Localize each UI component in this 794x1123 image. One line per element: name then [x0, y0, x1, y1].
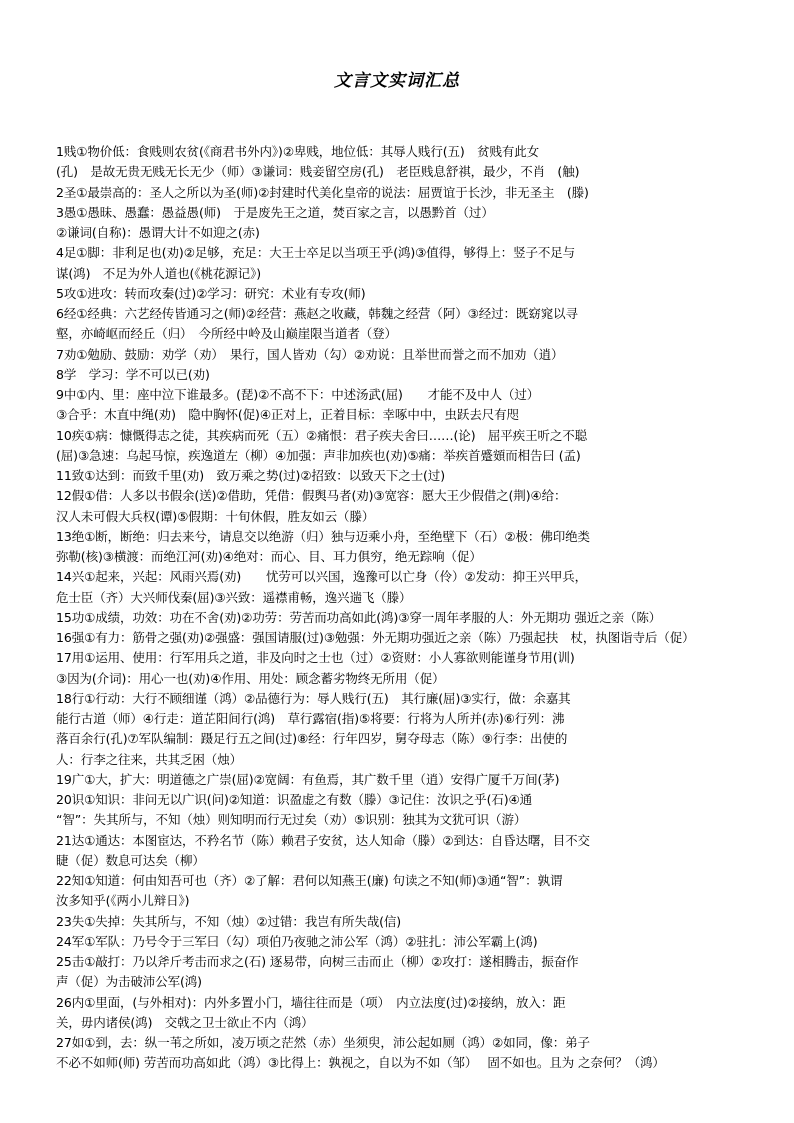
- text-line: 睫（促）数息可达矣（柳）: [56, 852, 205, 868]
- text-line: 19广①大，扩大：明道德之广崇(屈)②宽阔：有鱼焉，其广数千里（逍）安得广厦千万间(茅): [56, 771, 560, 787]
- text-line: 12假①借：人多以书假余(送)②借助，凭借：假舆马者(劝)③宽容：愿大王少假借之(荆)④给：: [56, 488, 567, 504]
- text-line: 弥勒(核)③横渡：而绝江河(劝)④绝对：而心、目、耳力俱穷，绝无踪响（促）: [56, 549, 482, 564]
- text-line: 14兴①起来，兴起：风雨兴焉(劝) 忧劳可以兴国，逸豫可以亡身（伶）②发动：抑王兴甲兵，: [56, 569, 588, 585]
- text-line: 1贱①物价低：食贱则农贫(《商君书外内》)②卑贱，地位低：其辱人贱行(五) 贫贱有此女: [56, 144, 540, 159]
- text-line: 16强①有力：筋骨之强(劝)②强盛：强国请服(过)③勉强：外无期功强近之亲（陈）乃强起扶 杖，执图诣寺后（促）: [56, 630, 695, 645]
- text-line: 7劝①勉励、鼓励：劝学（劝） 果行，国人皆劝（勾）②劝说：且举世而誉之而不加劝（逍）: [56, 346, 564, 362]
- document-body: [56, 142, 774, 1074]
- text-line: 落百余行(孔)⑦军队编制：蹑足行五之间(过)⑧经：行年四岁，舅夺母志（陈）⑨行李：出使的: [56, 731, 568, 747]
- text-line: (孔) 是故无贵无贱无长无少（师）③谦词：贱妾留空房(孔) 老臣贱息舒祺，最少，不肖 (触): [56, 164, 580, 180]
- text-line: 2圣①最崇高的：圣人之所以为圣(师)②封建时代美化皇帝的说法：屈贾谊于长沙，非无圣主 (滕): [56, 184, 589, 200]
- text-line: 21达①通达：本图宦达，不矜名节（陈）赖君子安贫，达人知命（滕）②到达：自昏达曙，目不交: [56, 832, 590, 848]
- text-line: 26内①里面，(与外相对)：内外多置小门，墙往往而是（项） 内立法度(过)②接纳，放入：距: [56, 994, 566, 1010]
- text-line: 谋(鸿) 不足为外人道也(《桃花源记》): [56, 265, 262, 281]
- text-line: 9中①内、里：座中泣下谁最多。(琵)②不高不下：中述汤武(屈) 才能不及中人（过）: [56, 387, 540, 402]
- text-line: ③合乎：木直中绳(劝) 隐中胸怀(促)④正对上，正着目标：幸啄中中，虫跃去尺有咫: [56, 407, 519, 423]
- text-line: 3愚①愚昧、愚蠢：愚益愚(师) 于是废先王之道，焚百家之言，以愚黔首（过）: [56, 204, 494, 220]
- text-line: 人：行李之往来，共其乏困（烛）: [56, 751, 243, 767]
- text-line: 8学 学习：学不可以已(劝): [56, 366, 210, 382]
- text-line: 27如①到，去：纵一苇之所如，凌万顷之茫然（赤）坐须臾，沛公起如厕（鸿）②如同，像：弟子: [56, 1035, 590, 1050]
- text-line: 危士臣（齐）大兴师伐秦(屈)③兴致：遥襟甫畅，逸兴遄飞（滕）: [56, 589, 412, 605]
- page-title: 文言文实词汇总: [334, 71, 460, 91]
- text-line: 关，毋内诸侯(鸿) 交戟之卫士欲止不内（鸿）: [56, 1014, 314, 1030]
- text-line: 汝多知乎(《两小儿辩日》): [56, 893, 190, 909]
- text-line: 10疾①病：慷慨得志之徒，其疾病而死（五）②痛恨：君子疾夫舍曰……(论) 屈平疾王听之不聪: [56, 427, 588, 443]
- text-line: 18行①行动：大行不顾细谨（鸿）②品德行为：辱人贱行(五) 其行廉(屈)③实行，做：余嘉其: [56, 690, 571, 706]
- text-line: 5攻①进攻：转而攻秦(过)②学习：研究：术业有专攻(师): [56, 285, 366, 301]
- text-line: 6经①经典：六艺经传皆通习之(师)②经营：燕赵之收藏，韩魏之经营（阿）③经过：既窈窕以寻: [56, 306, 578, 321]
- text-line: 汉人未可假大兵权(谭)⑤假期：十旬休假，胜友如云（滕）: [56, 508, 375, 524]
- text-line: 声（促）为击破沛公军(鸿): [56, 974, 202, 990]
- text-line: 20识①知识：非问无以广识(问)②知道：识盈虚之有数（滕）③记住：汝识之乎(石)④通: [56, 792, 533, 807]
- text-line: 17用①运用、使用：行军用兵之道，非及向时之士也（过）②资财：小人寡欲则能谨身节用(训): [56, 650, 575, 666]
- text-line: 不必不如师(师) 劳苦而功高如此（鸿）③比得上：孰视之，自以为不如（邹） 固不如也。且为 之奈何？（鸿）: [56, 1055, 665, 1071]
- text-line: “智”：失其所与，不知（烛）则知明而行无过矣（劝）⑤识别：独其为文犹可识（游）: [56, 812, 527, 828]
- text-line: 24军①军队：乃号令于三军曰（勾）项伯乃夜驰之沛公军（鸿）②驻扎：沛公军霸上(鸿): [56, 933, 538, 949]
- text-line: ③因为(介词)：用心一也(劝)④作用、用处：顾念蓄劣物终无所用（促）: [56, 670, 445, 686]
- text-line: 25击①敲打：乃以斧斤考击而求之(石) 逐易带，向树三击而止（柳）②攻打：遂相腾击，振奋作: [56, 954, 579, 969]
- text-line: ②谦词(自称)：愚谓大计不如迎之(赤): [56, 225, 260, 240]
- text-line: 能行古道（师）④行走：道芷阳间行(鸿) 草行露宿(指)⑤将要：行将为人所并(赤)⑥行列：沸: [56, 711, 565, 726]
- text-line: 22知①知道：何由知吾可也（齐）②了解：君何以知燕王(廉) 句读之不知(师)③通“智”：孰谓: [56, 873, 563, 888]
- text-line: 13绝①断，断绝：归去来兮，请息交以绝游（归）独与迈乘小舟，至绝壁下（石）②极：佛印绝类: [56, 528, 590, 544]
- text-line: 壑，亦崎岖而经丘（归） 今所经中岭及山巅崖限当道者（登）: [56, 326, 397, 342]
- text-line: 4足①脚：非利足也(劝)②足够，充足：大王士卒足以当项王乎(鸿)③值得，够得上：竖子不足与: [56, 245, 576, 261]
- text-line: 11致①达到：而致千里(劝) 致万乘之势(过)②招致：以致天下之士(过): [56, 468, 445, 483]
- text-line: (屈)③急速：乌起马惊，疾逸道左（柳）④加强：声非加疾也(劝)⑤痛：举疾首蹙頞而相告曰 (孟): [56, 447, 581, 463]
- text-line: 15功①成绩，功效：功在不舍(劝)②功劳：劳苦而功高如此(鸿)③穿一周年孝服的人：外无期功 强近之亲（陈）: [56, 609, 662, 625]
- text-line: 23失①失掉：失其所与，不知（烛）②过错：我岂有所失哉(信): [56, 913, 402, 929]
